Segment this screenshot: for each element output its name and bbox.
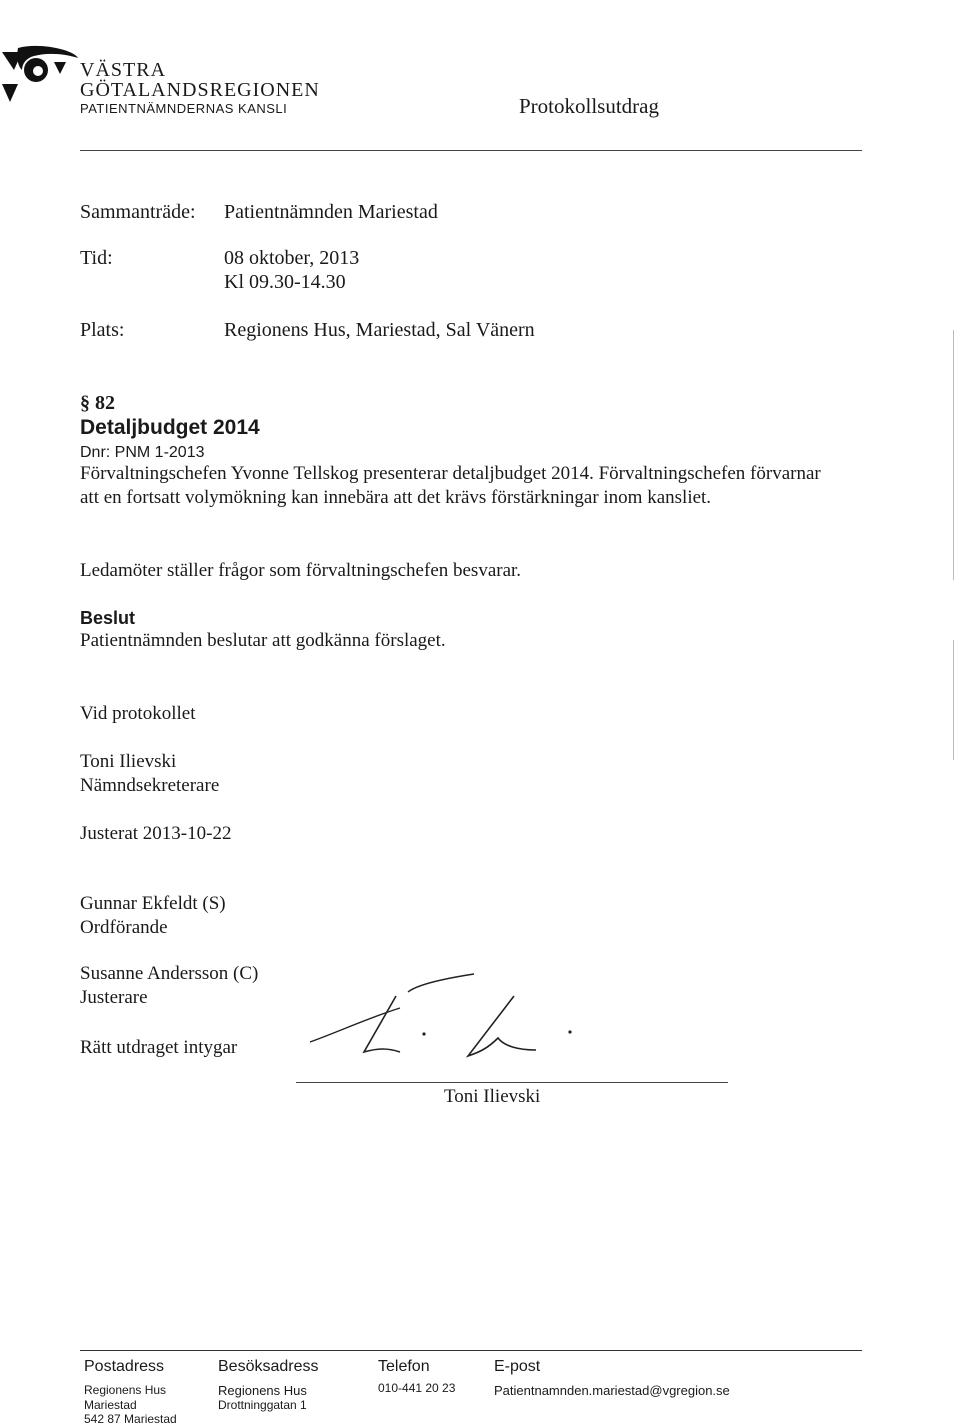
footer-divider bbox=[80, 1350, 862, 1351]
org-name-line2: GÖTALANDSREGIONEN bbox=[80, 79, 320, 101]
document-type: Protokollsutdrag bbox=[519, 94, 659, 118]
scan-edge-mark bbox=[953, 640, 954, 760]
decision-heading: Beslut bbox=[80, 608, 136, 628]
postadress-heading: Postadress bbox=[84, 1358, 165, 1375]
secretary-role: Nämndsekreterare bbox=[80, 775, 220, 796]
org-department: PATIENTNÄMNDERNAS KANSLI bbox=[80, 101, 288, 116]
paragraph-number: § 82 bbox=[80, 392, 115, 414]
scan-edge-mark bbox=[953, 330, 954, 580]
besoksadress-line1: Regionens Hus bbox=[218, 1383, 307, 1398]
telefon-heading: Telefon bbox=[378, 1358, 430, 1375]
header-divider bbox=[80, 150, 862, 151]
epost-address[interactable]: Patientnamnden.mariestad@vgregion.se bbox=[494, 1383, 730, 1398]
section-body: Förvaltningschefen Yvonne Tellskog presenterar detaljbudget 2014. Förvaltningschefen förvarnar att en fortsatt volymökning kan innebära att det krävs förstärkningar inom kansliet. bbox=[80, 463, 821, 508]
chair-name: Gunnar Ekfeldt (S) bbox=[80, 893, 226, 914]
postadress-line3: 542 87 Mariestad bbox=[84, 1412, 177, 1426]
questions-text: Ledamöter ställer frågor som förvaltningschefen besvarar. bbox=[80, 560, 522, 581]
handwritten-signature bbox=[308, 972, 588, 1062]
signature-line bbox=[296, 1082, 728, 1083]
diary-number: Dnr: PNM 1-2013 bbox=[80, 444, 205, 461]
vastra-gotalandsregionen-logo bbox=[0, 44, 80, 124]
adjuster-role: Justerare bbox=[80, 987, 148, 1008]
sammantrade-value: Patientnämnden Mariestad bbox=[224, 201, 438, 223]
section-title: Detaljbudget 2014 bbox=[80, 416, 260, 439]
besoksadress-line2: Drottninggatan 1 bbox=[218, 1398, 307, 1412]
adjuster-name: Susanne Andersson (C) bbox=[80, 963, 259, 984]
certified-label: Rätt utdraget intygar bbox=[80, 1037, 238, 1058]
org-name-line1: VÄSTRA bbox=[80, 59, 167, 81]
tid-date: 08 oktober, 2013 bbox=[224, 247, 360, 269]
besoksadress-heading: Besöksadress bbox=[218, 1358, 319, 1375]
plats-label: Plats: bbox=[80, 319, 125, 341]
secretary-name: Toni Ilievski bbox=[80, 751, 177, 772]
sammantrade-label: Sammanträde: bbox=[80, 201, 196, 223]
telefon-number: 010-441 20 23 bbox=[378, 1381, 456, 1395]
epost-heading: E-post bbox=[494, 1358, 541, 1375]
tid-time: Kl 09.30-14.30 bbox=[224, 271, 346, 293]
vid-protokollet: Vid protokollet bbox=[80, 703, 196, 724]
certifier-name: Toni Ilievski bbox=[444, 1086, 541, 1107]
tid-label: Tid: bbox=[80, 247, 113, 269]
postadress-line1: Regionens Hus bbox=[84, 1383, 167, 1397]
plats-value: Regionens Hus, Mariestad, Sal Vänern bbox=[224, 319, 535, 341]
justerat-date: Justerat 2013-10-22 bbox=[80, 823, 232, 844]
postadress-line2: Mariestad bbox=[84, 1398, 137, 1412]
decision-text: Patientnämnden beslutar att godkänna förslaget. bbox=[80, 630, 446, 651]
chair-role: Ordförande bbox=[80, 917, 168, 938]
